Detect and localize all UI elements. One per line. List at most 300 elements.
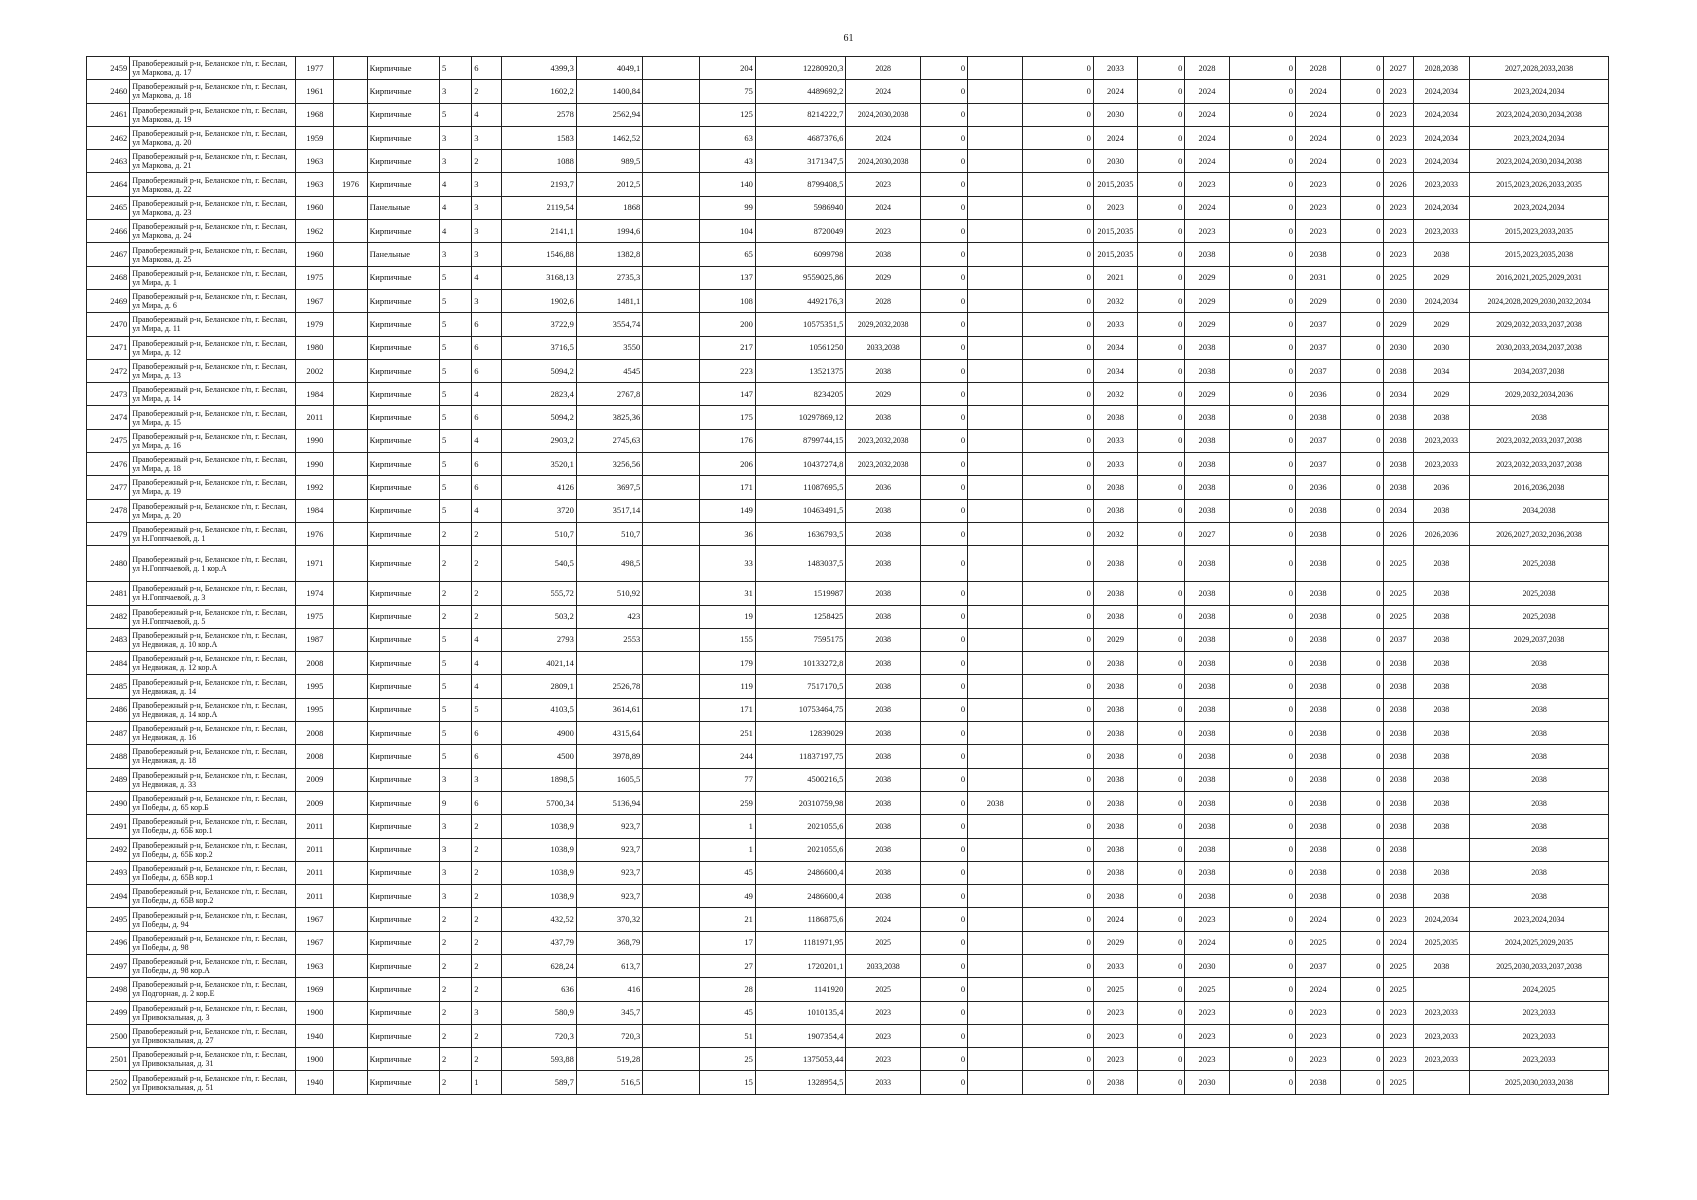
residents-cell: 125: [699, 103, 755, 126]
value-cell: 0: [1341, 359, 1383, 382]
value-cell: 0: [1138, 289, 1185, 312]
address-cell: Правобережный р-н, Беланское г/п, г. Беслан, ул Привокзальная, д. 51: [130, 1071, 296, 1094]
address-cell: Правобережный р-н, Беланское г/п, г. Беслан, ул Мира, д. 13: [130, 359, 296, 382]
cost-cell: 12839029: [755, 722, 846, 745]
residents-cell: 45: [699, 861, 755, 884]
address-cell: Правобережный р-н, Беланское г/п, г. Беслан, ул Н.Гоппчаевой, д. 1 кор.А: [130, 546, 296, 582]
year-cell: 2038: [1093, 791, 1137, 814]
year-cell: 2023: [1093, 1001, 1137, 1024]
value-cell: 0: [1229, 126, 1295, 149]
page-number: 61: [843, 33, 854, 44]
total-area-cell: 3720: [502, 499, 576, 522]
year-built-cell: 1940: [296, 1071, 334, 1094]
year-cell: 2029: [1185, 289, 1229, 312]
row-number: 2494: [87, 885, 130, 908]
year-built-cell: 2011: [296, 861, 334, 884]
year-built-cell: 1976: [296, 522, 334, 545]
entrances-cell: 2: [472, 546, 502, 582]
value-cell: 0: [1023, 745, 1093, 768]
year-cell: [334, 791, 367, 814]
cost-cell: 1720201,1: [755, 954, 846, 977]
value-cell: 0: [1341, 652, 1383, 675]
living-area-cell: 519,28: [576, 1048, 642, 1071]
area-cell: [643, 266, 699, 289]
year-cell: [334, 476, 367, 499]
value-cell: 0: [920, 266, 967, 289]
roof-years-cell: 2023: [846, 1001, 920, 1024]
cost-cell: 1010135,4: [755, 1001, 846, 1024]
year-built-cell: 2011: [296, 885, 334, 908]
value-cell: 0: [1138, 745, 1185, 768]
year-cell: 2038: [1185, 791, 1229, 814]
value-cell: 0: [1341, 861, 1383, 884]
years-cell: 2024,2034: [1413, 126, 1469, 149]
year-built-cell: 1969: [296, 978, 334, 1001]
year-cell: [968, 499, 1023, 522]
value-cell: 0: [1138, 815, 1185, 838]
value-cell: 0: [1138, 546, 1185, 582]
roof-years-cell: 2024: [846, 126, 920, 149]
value-cell: 0: [1229, 628, 1295, 651]
value-cell: 0: [1341, 266, 1383, 289]
value-cell: 0: [920, 652, 967, 675]
year-cell: 2023: [1383, 150, 1413, 173]
years-cell: 2038: [1413, 861, 1469, 884]
value-cell: 0: [1229, 1048, 1295, 1071]
year-cell: [334, 220, 367, 243]
year-cell: 2038: [1383, 745, 1413, 768]
all-years-cell: 2029,2037,2038: [1470, 628, 1609, 651]
entrances-cell: 4: [472, 103, 502, 126]
roof-years-cell: 2023: [846, 220, 920, 243]
value-cell: 0: [1229, 791, 1295, 814]
living-area-cell: 1382,8: [576, 243, 642, 266]
year-cell: [334, 885, 367, 908]
year-cell: 2030: [1185, 954, 1229, 977]
residents-cell: 77: [699, 768, 755, 791]
floors-cell: 3: [440, 126, 472, 149]
all-years-cell: 2023,2033: [1470, 1048, 1609, 1071]
year-cell: [968, 1071, 1023, 1094]
year-cell: [334, 243, 367, 266]
address-cell: Правобережный р-н, Беланское г/п, г. Беслан, ул Мира, д. 18: [130, 453, 296, 476]
table-row: [87, 103, 1609, 126]
wall-material-cell: Кирпичные: [367, 313, 439, 336]
wall-material-cell: Кирпичные: [367, 476, 439, 499]
wall-material-cell: Кирпичные: [367, 605, 439, 628]
residents-cell: 25: [699, 1048, 755, 1071]
years-cell: [1413, 1071, 1469, 1094]
row-number: 2467: [87, 243, 130, 266]
total-area-cell: 1038,9: [502, 885, 576, 908]
value-cell: 0: [1138, 1024, 1185, 1047]
living-area-cell: 2526,78: [576, 675, 642, 698]
value-cell: 0: [1229, 57, 1295, 80]
area-cell: [643, 150, 699, 173]
year-built-cell: 1962: [296, 220, 334, 243]
year-cell: 2038: [1093, 722, 1137, 745]
value-cell: 0: [920, 1048, 967, 1071]
total-area-cell: 4399,3: [502, 57, 576, 80]
table-row: [87, 57, 1609, 80]
all-years-cell: 2029,2032,2033,2037,2038: [1470, 313, 1609, 336]
year-cell: 2023: [1383, 1001, 1413, 1024]
row-number: 2459: [87, 57, 130, 80]
wall-material-cell: Кирпичные: [367, 266, 439, 289]
value-cell: 0: [1341, 383, 1383, 406]
year-cell: 2038: [1296, 628, 1341, 651]
all-years-cell: 2015,2023,2035,2038: [1470, 243, 1609, 266]
all-years-cell: 2023,2024,2034: [1470, 196, 1609, 219]
value-cell: 0: [1229, 1001, 1295, 1024]
year-cell: 2037: [1296, 313, 1341, 336]
row-number: 2478: [87, 499, 130, 522]
roof-years-cell: 2038: [846, 522, 920, 545]
value-cell: 0: [1023, 768, 1093, 791]
all-years-cell: 2038: [1470, 815, 1609, 838]
living-area-cell: 923,7: [576, 885, 642, 908]
residents-cell: 149: [699, 499, 755, 522]
year-cell: 2038: [1383, 698, 1413, 721]
area-cell: [643, 359, 699, 382]
year-cell: 2023: [1185, 908, 1229, 931]
wall-material-cell: Кирпичные: [367, 885, 439, 908]
living-area-cell: 4315,64: [576, 722, 642, 745]
value-cell: 0: [1138, 675, 1185, 698]
year-cell: 2038: [1093, 499, 1137, 522]
year-cell: 2038: [1093, 745, 1137, 768]
address-cell: Правобережный р-н, Беланское г/п, г. Беслан, ул Недвижая, д. 18: [130, 745, 296, 768]
value-cell: 0: [1341, 1024, 1383, 1047]
year-cell: 2021: [1093, 266, 1137, 289]
year-built-cell: 1980: [296, 336, 334, 359]
table-row: [87, 652, 1609, 675]
table-row: [87, 745, 1609, 768]
year-cell: 2038: [1383, 838, 1413, 861]
all-years-cell: 2015,2023,2026,2033,2035: [1470, 173, 1609, 196]
value-cell: 0: [1229, 1071, 1295, 1094]
value-cell: 0: [1138, 838, 1185, 861]
year-cell: 2038: [1383, 722, 1413, 745]
year-cell: [968, 243, 1023, 266]
entrances-cell: 2: [472, 885, 502, 908]
roof-years-cell: 2038: [846, 885, 920, 908]
year-cell: 1976: [334, 173, 367, 196]
years-cell: 2038: [1413, 675, 1469, 698]
year-cell: 2033: [1093, 429, 1137, 452]
floors-cell: 5: [440, 313, 472, 336]
living-area-cell: 2553: [576, 628, 642, 651]
table-row: [87, 1048, 1609, 1071]
year-cell: [968, 652, 1023, 675]
roof-years-cell: 2038: [846, 698, 920, 721]
year-cell: 2034: [1383, 499, 1413, 522]
value-cell: 0: [1023, 652, 1093, 675]
all-years-cell: 2038: [1470, 885, 1609, 908]
value-cell: 0: [920, 406, 967, 429]
value-cell: 0: [1138, 698, 1185, 721]
value-cell: 0: [1341, 103, 1383, 126]
area-cell: [643, 336, 699, 359]
floors-cell: 2: [440, 522, 472, 545]
row-number: 2472: [87, 359, 130, 382]
value-cell: 0: [1229, 429, 1295, 452]
value-cell: 0: [1023, 220, 1093, 243]
year-cell: 2023: [1383, 908, 1413, 931]
living-area-cell: 510,92: [576, 582, 642, 605]
year-cell: 2038: [1185, 499, 1229, 522]
value-cell: 0: [1341, 582, 1383, 605]
year-cell: 2025: [1383, 978, 1413, 1001]
total-area-cell: 4900: [502, 722, 576, 745]
year-cell: 2030: [1383, 289, 1413, 312]
floors-cell: 5: [440, 476, 472, 499]
roof-years-cell: 2029: [846, 383, 920, 406]
year-cell: 2038: [1296, 406, 1341, 429]
total-area-cell: 5094,2: [502, 406, 576, 429]
year-cell: [334, 336, 367, 359]
year-built-cell: 1963: [296, 954, 334, 977]
total-area-cell: 2193,7: [502, 173, 576, 196]
value-cell: 0: [1023, 838, 1093, 861]
address-cell: Правобережный р-н, Беланское г/п, г. Беслан, ул Победы, д. 65Б кор.1: [130, 815, 296, 838]
year-cell: 2033: [1093, 57, 1137, 80]
table-row: [87, 220, 1609, 243]
living-area-cell: 3978,89: [576, 745, 642, 768]
year-cell: 2024: [1185, 150, 1229, 173]
year-cell: [334, 908, 367, 931]
all-years-cell: 2023,2033: [1470, 1001, 1609, 1024]
address-cell: Правобережный р-н, Беланское г/п, г. Беслан, ул Мира, д. 20: [130, 499, 296, 522]
value-cell: 0: [1341, 126, 1383, 149]
years-cell: 2023,2033: [1413, 453, 1469, 476]
value-cell: 0: [1341, 978, 1383, 1001]
year-built-cell: 2002: [296, 359, 334, 382]
floors-cell: 4: [440, 220, 472, 243]
address-cell: Правобережный р-н, Беланское г/п, г. Беслан, ул Маркова, д. 22: [130, 173, 296, 196]
table-row: [87, 628, 1609, 651]
year-built-cell: 1974: [296, 582, 334, 605]
year-cell: 2038: [1185, 476, 1229, 499]
value-cell: 0: [1229, 722, 1295, 745]
year-cell: 2027: [1383, 57, 1413, 80]
value-cell: 0: [1341, 908, 1383, 931]
total-area-cell: 510,7: [502, 522, 576, 545]
cost-cell: 10463491,5: [755, 499, 846, 522]
value-cell: 0: [1138, 931, 1185, 954]
year-cell: 2038: [1185, 768, 1229, 791]
year-cell: 2030: [1383, 336, 1413, 359]
value-cell: 0: [920, 931, 967, 954]
roof-years-cell: 2033: [846, 1071, 920, 1094]
value-cell: 0: [920, 196, 967, 219]
wall-material-cell: Кирпичные: [367, 406, 439, 429]
all-years-cell: 2025,2030,2033,2038: [1470, 1071, 1609, 1094]
year-cell: [968, 885, 1023, 908]
roof-years-cell: 2038: [846, 675, 920, 698]
row-number: 2486: [87, 698, 130, 721]
value-cell: 0: [1138, 220, 1185, 243]
year-cell: 2038: [1185, 453, 1229, 476]
address-cell: Правобережный р-н, Беланское г/п, г. Беслан, ул Н.Гоппчаевой, д. 3: [130, 582, 296, 605]
cost-cell: 8799408,5: [755, 173, 846, 196]
address-cell: Правобережный р-н, Беланское г/п, г. Беслан, ул Мира, д. 12: [130, 336, 296, 359]
row-number: 2479: [87, 522, 130, 545]
all-years-cell: 2034,2037,2038: [1470, 359, 1609, 382]
year-built-cell: 2008: [296, 722, 334, 745]
living-area-cell: 3614,61: [576, 698, 642, 721]
address-cell: Правобережный р-н, Беланское г/п, г. Беслан, ул Недвижая, д. 16: [130, 722, 296, 745]
year-cell: 2024: [1296, 978, 1341, 1001]
area-cell: [643, 861, 699, 884]
year-built-cell: 1975: [296, 266, 334, 289]
value-cell: 0: [1341, 150, 1383, 173]
entrances-cell: 3: [472, 768, 502, 791]
value-cell: 0: [1138, 406, 1185, 429]
years-cell: 2023,2033: [1413, 429, 1469, 452]
year-cell: 2023: [1383, 243, 1413, 266]
value-cell: 0: [920, 546, 967, 582]
entrances-cell: 2: [472, 1024, 502, 1047]
value-cell: 0: [1023, 103, 1093, 126]
year-cell: 2038: [1296, 1071, 1341, 1094]
value-cell: 0: [920, 313, 967, 336]
wall-material-cell: Кирпичные: [367, 745, 439, 768]
floors-cell: 5: [440, 406, 472, 429]
value-cell: 0: [920, 978, 967, 1001]
wall-material-cell: Кирпичные: [367, 499, 439, 522]
year-cell: [334, 80, 367, 103]
living-area-cell: 720,3: [576, 1024, 642, 1047]
residents-cell: 155: [699, 628, 755, 651]
address-cell: Правобережный р-н, Беланское г/п, г. Беслан, ул Недвижая, д. 33: [130, 768, 296, 791]
total-area-cell: 503,2: [502, 605, 576, 628]
year-cell: 2024: [1296, 103, 1341, 126]
year-cell: [334, 57, 367, 80]
year-cell: [968, 220, 1023, 243]
value-cell: 0: [1229, 522, 1295, 545]
cost-cell: 2021055,6: [755, 815, 846, 838]
year-cell: 2024: [1185, 80, 1229, 103]
row-number: 2501: [87, 1048, 130, 1071]
area-cell: [643, 220, 699, 243]
table-row: [87, 80, 1609, 103]
roof-years-cell: 2024: [846, 908, 920, 931]
residents-cell: 33: [699, 546, 755, 582]
entrances-cell: 2: [472, 605, 502, 628]
all-years-cell: 2038: [1470, 838, 1609, 861]
year-cell: 2023: [1185, 173, 1229, 196]
area-cell: [643, 722, 699, 745]
area-cell: [643, 1024, 699, 1047]
year-cell: 2028: [1185, 57, 1229, 80]
year-cell: [968, 173, 1023, 196]
year-cell: [968, 429, 1023, 452]
value-cell: 0: [1023, 605, 1093, 628]
year-cell: 2024: [1185, 103, 1229, 126]
year-cell: 2038: [1296, 768, 1341, 791]
year-cell: 2023: [1296, 1048, 1341, 1071]
floors-cell: 5: [440, 103, 472, 126]
living-area-cell: 2012,5: [576, 173, 642, 196]
roof-years-cell: 2038: [846, 861, 920, 884]
year-cell: [334, 546, 367, 582]
year-cell: [968, 476, 1023, 499]
year-cell: [334, 499, 367, 522]
years-cell: [1413, 838, 1469, 861]
living-area-cell: 2562,94: [576, 103, 642, 126]
roof-years-cell: 2036: [846, 476, 920, 499]
year-cell: 2038: [1383, 815, 1413, 838]
floors-cell: 2: [440, 1001, 472, 1024]
cost-cell: 1258425: [755, 605, 846, 628]
year-cell: [334, 313, 367, 336]
value-cell: 0: [1023, 1001, 1093, 1024]
value-cell: 0: [920, 476, 967, 499]
roof-years-cell: 2038: [846, 791, 920, 814]
roof-years-cell: 2038: [846, 838, 920, 861]
year-cell: 2038: [1185, 406, 1229, 429]
roof-years-cell: 2038: [846, 745, 920, 768]
total-area-cell: 628,24: [502, 954, 576, 977]
floors-cell: 5: [440, 628, 472, 651]
entrances-cell: 4: [472, 652, 502, 675]
all-years-cell: 2024,2025,2029,2035: [1470, 931, 1609, 954]
year-cell: 2038: [1185, 745, 1229, 768]
table-row: [87, 196, 1609, 219]
year-cell: [968, 406, 1023, 429]
table-row: [87, 476, 1609, 499]
year-cell: [334, 289, 367, 312]
entrances-cell: 3: [472, 220, 502, 243]
total-area-cell: 1583: [502, 126, 576, 149]
value-cell: 0: [920, 336, 967, 359]
value-cell: 0: [1138, 429, 1185, 452]
entrances-cell: 4: [472, 383, 502, 406]
total-area-cell: 2903,2: [502, 429, 576, 452]
value-cell: 0: [1023, 931, 1093, 954]
floors-cell: 2: [440, 908, 472, 931]
year-cell: 2038: [1093, 476, 1137, 499]
value-cell: 0: [1023, 885, 1093, 908]
address-cell: Правобережный р-н, Беланское г/п, г. Беслан, ул Победы, д. 65 кор.Б: [130, 791, 296, 814]
years-cell: 2038: [1413, 499, 1469, 522]
year-cell: 2038: [1093, 815, 1137, 838]
value-cell: 0: [920, 103, 967, 126]
year-built-cell: 2008: [296, 652, 334, 675]
year-cell: 2038: [1383, 453, 1413, 476]
all-years-cell: 2038: [1470, 652, 1609, 675]
year-cell: 2038: [1185, 675, 1229, 698]
wall-material-cell: Кирпичные: [367, 838, 439, 861]
wall-material-cell: Кирпичные: [367, 103, 439, 126]
value-cell: 0: [920, 243, 967, 266]
value-cell: 0: [1229, 546, 1295, 582]
value-cell: 0: [1229, 80, 1295, 103]
value-cell: 0: [1341, 1048, 1383, 1071]
living-area-cell: [576, 652, 642, 675]
year-cell: 2025: [1093, 978, 1137, 1001]
address-cell: Правобережный р-н, Беланское г/п, г. Беслан, ул Победы, д. 98 кор.А: [130, 954, 296, 977]
living-area-cell: 3554,74: [576, 313, 642, 336]
area-cell: [643, 1048, 699, 1071]
residents-cell: 175: [699, 406, 755, 429]
year-built-cell: 1984: [296, 383, 334, 406]
year-built-cell: 2011: [296, 838, 334, 861]
roof-years-cell: 2038: [846, 722, 920, 745]
address-cell: Правобережный р-н, Беланское г/п, г. Беслан, ул Мира, д. 14: [130, 383, 296, 406]
residents-cell: 49: [699, 885, 755, 908]
